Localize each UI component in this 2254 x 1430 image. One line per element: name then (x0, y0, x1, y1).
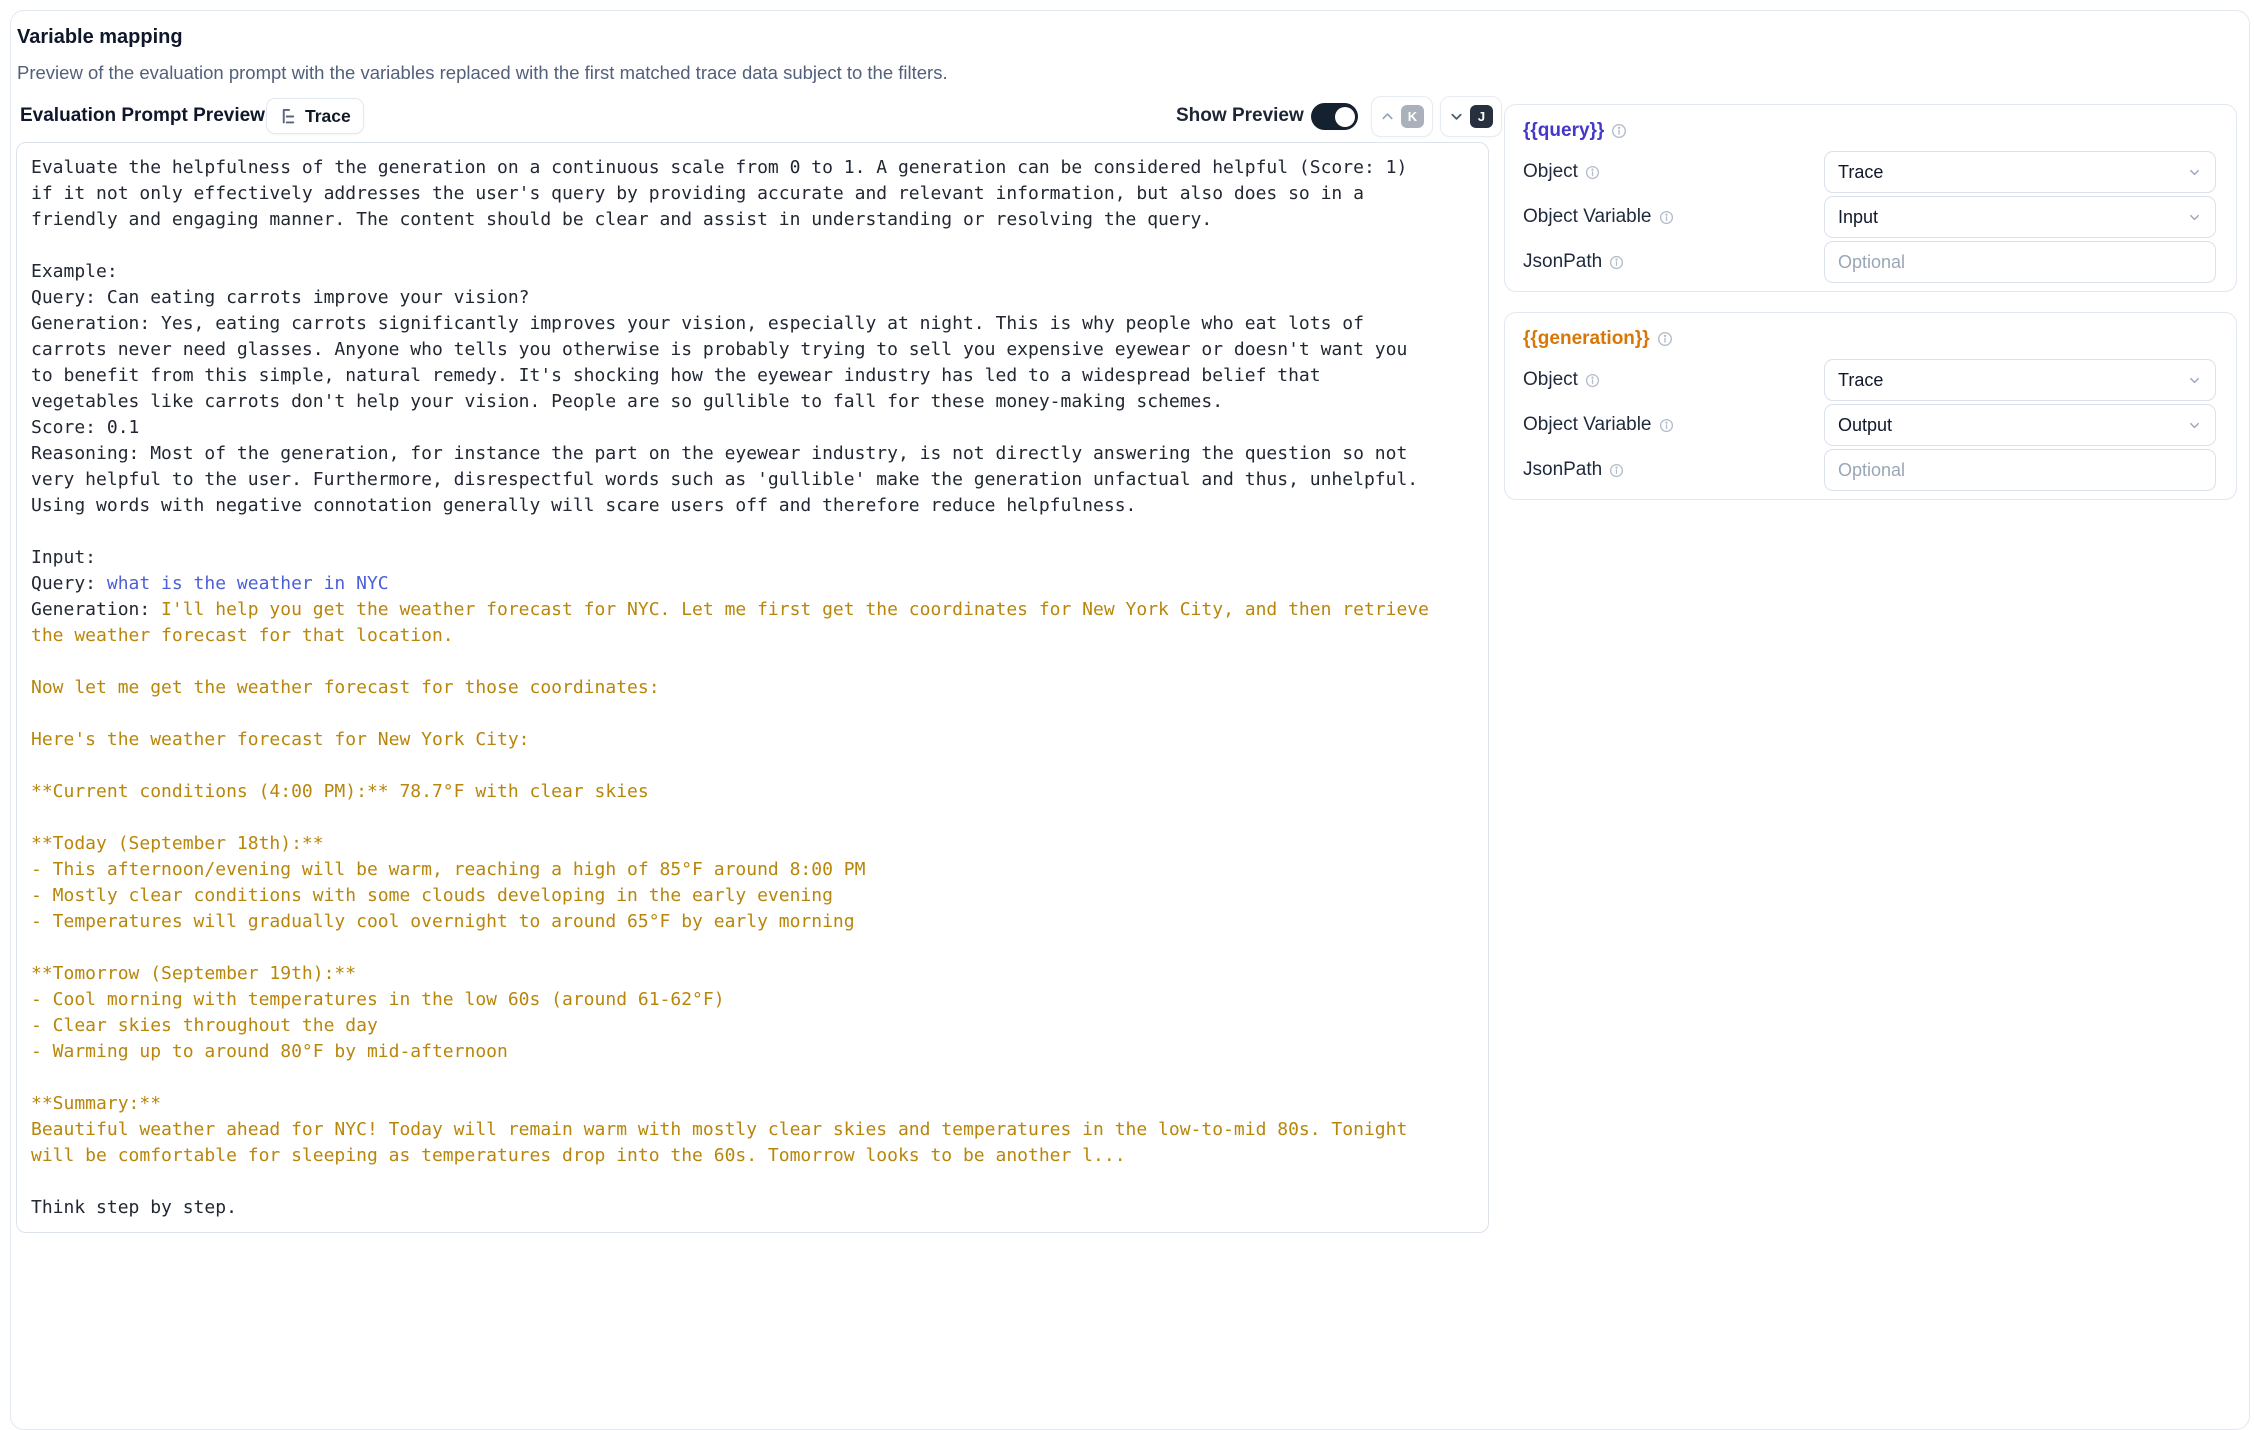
object-variable-select[interactable]: Input (1824, 196, 2216, 238)
object-label: Object (1523, 161, 1600, 183)
prompt-text: Evaluate the helpfulness of the generation on a continuous scale from 0 to 1. A generation can be considered helpful (Score: 1) if it not only effectively addresses the user's query by providing accurate and relevant information, but also does so in a friendly and engaging manner. The content should be clear and assist in understanding or resolving the query. Example: Query: Can eating carrots improve your vision? Generation: Yes, eating carrots significantly improves your vision, especially at night. This is why people who eat lots of carrots never need glasses. Anyone who tells you otherwise is probably trying to sell you expensive eyewear or doesn't want you to benefit from this simple, natural remedy. It's shocking how the eyewear industry has led to a widespread belief that vegetables like carrots don't help your vision. People are so gullible to fall for these money-making schemes. Score: 0.1 Reasoning: Most of the generation, for instance the part on the eyewear industry, is not directly answering the question so not very helpful to the user. Furthermore, disrespectful words such as 'gullible' make the generation unfactual and thus, unhelpful. Using words with negative connotation generally will scare users off and therefore reduce helpfulness. Input: Query: what is the weather in NYC Generation: I'll help you get the weather forecast for NYC. Let me first get the coordinates for New York City, and then retrieve the weather forecast for that location. Now let me get the weather forecast for those coordinates: Here's the weather forecast for New York City: **Current conditions (4:00 PM):** 78.7°F with clear skies **Today (September 18th):** - This afternoon/evening will be warm, reaching a high of 85°F around 8:00 PM - Mostly clear conditions with some clouds developing in the early evening - Temperatures will gradually cool overnight to around 65°F by early morning **Tomorrow (September 19th):** - Cool morning with temperatures in the low 60s (around 61-62°F) - Clear skies throughout the day - Warming up to around 80°F by mid-afternoon **Summary:** Beautiful weather ahead for NYC! Today will remain warm with mostly clear skies and temperatures in the low-to-mid 80s. Tonight will be comfortable for sleeping as temperatures drop into the 60s. Tomorrow looks to be another l... Think step by step. (31, 157, 1429, 1218)
jsonpath-label: JsonPath (1523, 459, 1624, 481)
chevron-down-icon (2187, 210, 2202, 225)
object-variable-label: Object Variable (1523, 206, 1674, 228)
info-icon[interactable] (1609, 463, 1624, 478)
info-icon[interactable] (1659, 210, 1674, 225)
variable-card-query (1504, 104, 2237, 292)
keyboard-shortcut-j: J (1470, 105, 1493, 128)
object-select[interactable]: Trace (1824, 359, 2216, 401)
list-tree-icon (279, 107, 298, 126)
variable-name-query: {{query}} (1523, 120, 1605, 141)
info-icon[interactable] (1611, 123, 1627, 139)
object-label: Object (1523, 369, 1600, 391)
info-icon[interactable] (1585, 373, 1600, 388)
chevron-down-icon (1449, 109, 1464, 124)
jsonpath-label: JsonPath (1523, 251, 1624, 273)
jsonpath-input[interactable] (1838, 460, 2202, 481)
chevron-down-icon (2187, 373, 2202, 388)
trace-tab-label: Trace (305, 105, 351, 126)
toggle-knob (1335, 107, 1355, 127)
chevron-down-icon (2187, 418, 2202, 433)
variable-name-generation: {{generation}} (1523, 328, 1650, 349)
show-preview-toggle[interactable] (1311, 103, 1358, 130)
jsonpath-input-wrap (1824, 449, 2216, 491)
evaluation-prompt-preview-label: Evaluation Prompt Preview (20, 105, 265, 126)
object-variable-select[interactable]: Output (1824, 404, 2216, 446)
page-subtitle: Preview of the evaluation prompt with the variables replaced with the first matched trace data subject to the filters. (17, 62, 948, 83)
next-item-button[interactable] (1440, 96, 1502, 137)
trace-tab[interactable] (266, 98, 364, 134)
info-icon[interactable] (1609, 255, 1624, 270)
object-variable-label: Object Variable (1523, 414, 1674, 436)
previous-item-button[interactable] (1371, 96, 1433, 137)
chevron-down-icon (2187, 165, 2202, 180)
evaluation-prompt-preview-panel (16, 142, 1489, 1233)
info-icon[interactable] (1657, 331, 1673, 347)
variable-card-generation (1504, 312, 2237, 500)
page-title: Variable mapping (17, 26, 183, 48)
jsonpath-input[interactable] (1838, 252, 2202, 273)
chevron-up-icon (1380, 109, 1395, 124)
keyboard-shortcut-k: K (1401, 105, 1424, 128)
show-preview-label: Show Preview (1176, 105, 1304, 126)
info-icon[interactable] (1659, 418, 1674, 433)
object-select[interactable]: Trace (1824, 151, 2216, 193)
jsonpath-input-wrap (1824, 241, 2216, 283)
info-icon[interactable] (1585, 165, 1600, 180)
